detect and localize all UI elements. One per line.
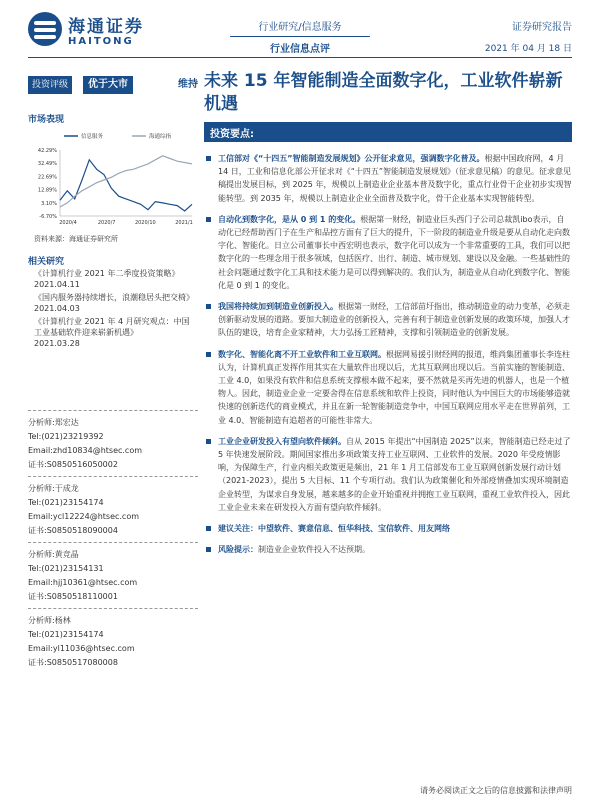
investment-point: [204, 152, 572, 205]
header-divider: [28, 57, 572, 58]
bullet-icon: [206, 439, 211, 444]
related-title: 相关研究: [28, 257, 65, 267]
rating-label: 投资评级: [28, 76, 72, 94]
point-body: 根据中国政府网，4 月 14 日，工业和信息化部公开征求对《“十四五”智能制造发展规划》（征求意见稿）的意见。征求意见稿提出发展目标，到 2025 年，规模以上制造业企业基本普及数字化，重点行业骨干企业初步实现智能转型。到 2035 年，规模以上制造业企业全面普及数字化，骨干企业基本实现智能转型。: [218, 154, 572, 203]
legend-label: 信息服务: [81, 134, 104, 140]
logo-text-cn: 海通证券: [68, 17, 144, 37]
investment-point: [204, 213, 572, 292]
investment-point: [204, 522, 572, 535]
analyst-list: [28, 410, 198, 674]
analyst-email[interactable]: Email:hjj10361@htsec.com: [28, 578, 138, 587]
related-item[interactable]: [34, 316, 194, 349]
analyst-tel: Tel:(021)23154174: [28, 630, 104, 639]
point-highlight: 自动化到数字化，是从 0 到 1 的变化。: [218, 214, 361, 224]
bullet-icon: [206, 547, 211, 552]
analyst-cert: 证书:S0850516050002: [28, 460, 118, 469]
point-highlight: 我国将持续加到制造业创新投入。: [218, 302, 338, 312]
point-body: 自从 2015 年提出“中国制造 2025”以来，智能制造已经走过了 5 年快速发展阶段。期间国家推出多项政策支持工业互联网、工业软件的发展。2020 年受疫情影响，为保障生产，行业内相关政策更是频出，21 年 1 月工信部发布工业互联网创新发展行动计划（2021-2023），提出 5 大目标、11 个专项行动。我们认为政策催化和外部疫情叠加实现环境制造企业转型，为谋求自身发展，越来越多的企业开始重视并拥抱工业互联网，重视工业软件投入，因此工业企业未来在研发投入方面有望向软件倾斜。: [218, 436, 571, 512]
x-tick-label: 2020/7: [97, 220, 116, 226]
related-item-title: 《计算机行业 2021 年 4 月研究观点：中国工业基础软件迎来崭新机遇》: [34, 317, 190, 337]
related-item[interactable]: [34, 268, 194, 290]
y-tick-label: 22.69%: [37, 174, 57, 181]
rating-hold: 维持: [178, 79, 198, 90]
investment-points-header: [204, 122, 572, 142]
point-body: 根据网易援引财经网的报道，维尚集团董事长李连柱认为，计算机真正发挥作用其实在大量软件出现以后，尤其互联网出现以后。当前实施的智能制造、工业 4.0，如果没有软件和信息系统支撑根本做不起来，要不然就是买再先进的机器人，也是一个植物人。因此，制造业企业一定要舍得在信息系统和软件上投资，同时他认为中国巨大的市场能够造就快速的创新迭代的商业模式，并且在新一轮智能制造竞争中，中国互联网应用水平走在世界前列，工业 4.0、智能制造有追超者的可能性非常大。: [218, 349, 570, 425]
investment-points: [204, 152, 572, 564]
x-tick-label: 2020/4: [59, 220, 77, 226]
logo-text-en: HAITONG: [68, 36, 134, 47]
related-item-title: 《国内服务器持续增长，浪潮稳居头把交椅》: [34, 293, 194, 302]
logo-mark-icon: [28, 12, 62, 46]
report-kind: 证券研究报告: [512, 22, 572, 33]
report-date: 2021 年 04 月 18 日: [484, 44, 572, 54]
investment-points-label: 投资要点:: [210, 129, 254, 140]
analyst-cert: 证书:S0850517080008: [28, 658, 118, 667]
analyst-tel: Tel:(021)23219392: [28, 432, 104, 441]
y-tick-label: 42.29%: [37, 148, 57, 154]
related-item-title: 《计算机行业 2021 年二季度投资策略》: [34, 269, 180, 278]
point-highlight: 风险提示：: [218, 545, 258, 555]
chart-source: 资料来源：海通证券研究所: [34, 235, 118, 243]
report-title: 未来 15 年智能制造全面数字化，工业软件崭新机遇: [204, 71, 563, 114]
analyst-email[interactable]: Email:yl11036@htsec.com: [28, 644, 135, 653]
analyst-email[interactable]: Email:zhd10834@htsec.com: [28, 446, 143, 455]
related-item-date: 2021.04.03: [34, 304, 80, 313]
y-tick-label: -6.70%: [39, 214, 57, 220]
analyst-cert: 证书:S0850518110001: [28, 592, 118, 601]
legend-label: 海通综指: [149, 134, 172, 140]
y-tick-label: 12.89%: [37, 187, 57, 194]
analyst-card: [28, 608, 198, 670]
report-type: 行业信息点评: [270, 44, 330, 55]
company-logo: [28, 12, 144, 52]
report-meta: [485, 18, 572, 54]
report-category: [230, 18, 370, 55]
rating-value: 优于大市: [83, 76, 133, 94]
point-highlight: 数字化、智能化离不开工业软件和工业互联网。: [218, 349, 386, 359]
analyst-card: [28, 410, 198, 472]
point-highlight: 建议关注：中望软件、赛意信息、恒华科技、宝信软件、用友网络: [218, 524, 450, 534]
market-chart-svg: [28, 128, 198, 233]
disclaimer-note: 请务必阅读正文之后的信息披露和法律声明: [420, 786, 572, 795]
point-body: 制造业企业软件投入不达预期。: [258, 545, 370, 555]
point-body: 根据第一财经，制造业巨头西门子公司总裁凯ibo表示，自动化已经帮助西门子在生产和品控方面有了巨大的提升，下一阶段的制造业升级是要从自动化走向数字化、智能化。日立公司董事长中西宏明也表示，数字化可以成为一个非常重要的工具，我们可以把数字化的一些理念用于很多领域，包括医疗、出行、制造、城市规划、建设以及金融。一些基础性的社会问题通过数字化工具和技术能力是可以得到解决的。我们认为，制造业从自动化到数字化、智能化是 0 到 1 的变化。: [218, 214, 570, 290]
related-item[interactable]: [34, 292, 194, 314]
point-body: 根据第一财经，工信部苗圩指出，推动制造业的动力变革，必须走创新驱动发展的道路。要加大制造业的创新投入，完善有利于制造业创新发展的政策环境，加强人才队伍的建设，培育企业家精神，大力弘扬工匠精神，支撑和引领制造业的创新发展。: [218, 302, 570, 338]
related-item-date: 2021.03.28: [34, 339, 80, 348]
page-header: [0, 0, 600, 60]
point-highlight: 工业企业研发投入有望向软件倾斜。: [218, 436, 346, 446]
rating-box: [28, 76, 198, 94]
analyst-name: 分析师:郑宏达: [28, 418, 79, 427]
bullet-icon: [206, 156, 211, 161]
investment-point: [204, 348, 572, 427]
related-item-date: 2021.04.11: [34, 280, 80, 289]
bullet-icon: [206, 526, 211, 531]
analyst-email[interactable]: Email:ycl12224@htsec.com: [28, 512, 140, 521]
industry-label: 行业研究/信息服务: [230, 18, 370, 37]
investment-point: [204, 543, 572, 556]
main-content: [204, 70, 572, 555]
bullet-icon: [206, 304, 211, 309]
related-list: [34, 268, 194, 351]
x-tick-label: 2020/10: [134, 220, 156, 226]
x-tick-label: 2021/1: [175, 220, 193, 226]
analyst-tel: Tel:(021)23154174: [28, 498, 104, 507]
analyst-card: [28, 476, 198, 538]
bullet-icon: [206, 352, 211, 357]
point-highlight: 工信部对《“十四五”智能制造发展规划》公开征求意见，强调数字化普及。: [218, 154, 485, 163]
series-line-1: [60, 160, 192, 211]
analyst-name: 分析师:杨林: [28, 616, 71, 625]
y-tick-label: 3.10%: [41, 200, 57, 207]
analyst-name: 分析师:于成龙: [28, 484, 79, 493]
analyst-name: 分析师:黄竞晶: [28, 550, 79, 559]
investment-point: [204, 300, 572, 340]
market-title: 市场表现: [28, 115, 65, 125]
analyst-cert: 证书:S0850518090004: [28, 526, 118, 535]
analyst-tel: Tel:(021)23154131: [28, 564, 104, 573]
market-chart: [28, 128, 198, 238]
bullet-icon: [206, 217, 211, 222]
y-tick-label: 32.49%: [37, 161, 57, 168]
analyst-card: [28, 542, 198, 604]
investment-point: [204, 435, 572, 514]
